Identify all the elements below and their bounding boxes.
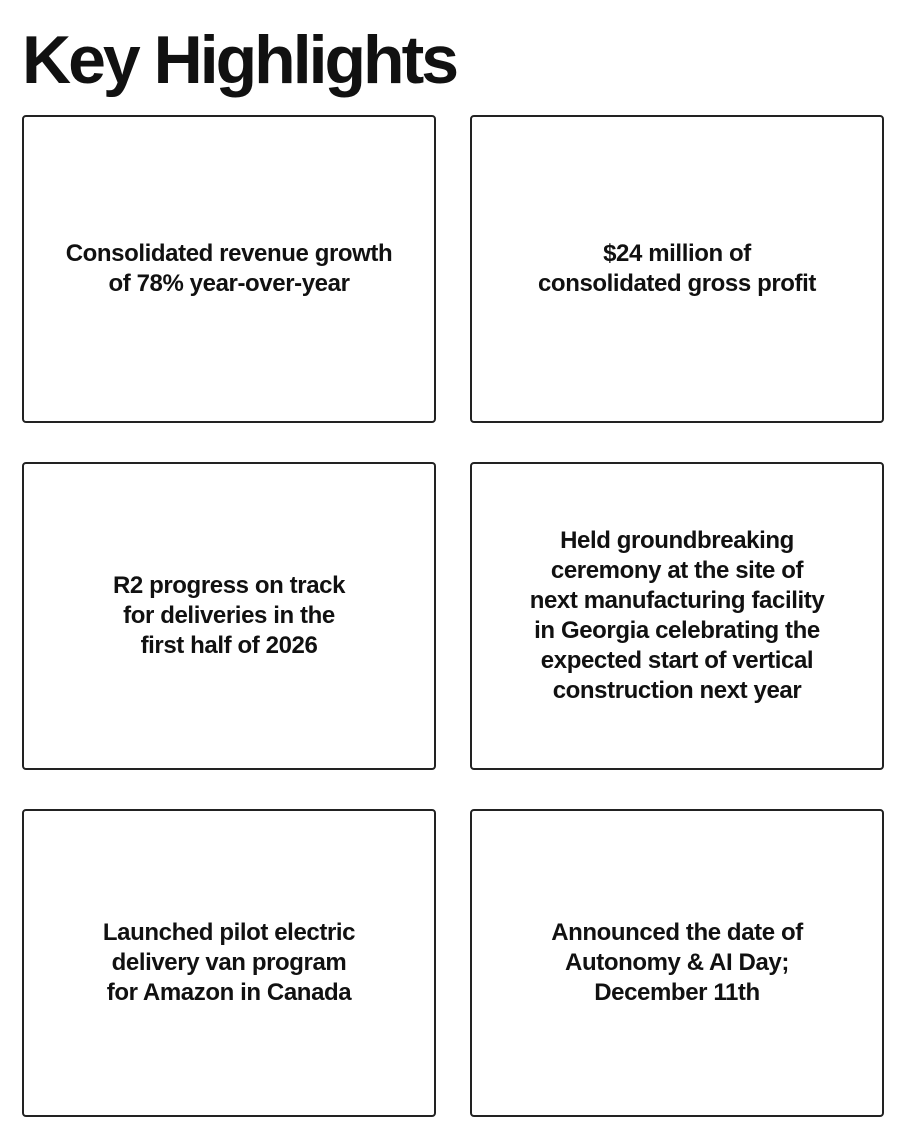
highlight-card-revenue-growth	[22, 115, 436, 423]
highlight-card-amazon-van-pilot	[22, 809, 436, 1117]
highlight-text: Consolidated revenue growth of 78% year-over-year	[65, 240, 393, 297]
highlight-text: Announced the date of Autonomy & AI Day; December 11th	[551, 919, 803, 1006]
highlight-card-gross-profit	[470, 115, 884, 423]
highlights-grid	[22, 115, 884, 1117]
highlight-text: $24 million of consolidated gross profit	[537, 240, 817, 297]
highlight-card-autonomy-ai-day	[470, 809, 884, 1117]
highlight-card-r2-progress	[22, 462, 436, 770]
page-title: Key Highlights	[22, 22, 457, 98]
highlight-text: Launched pilot electric delivery van program for Amazon in Canada	[102, 919, 356, 1006]
highlight-text: Held groundbreaking ceremony at the site of next manufacturing facility in Georgia celebrating the expected start of vertical construction next year	[529, 527, 825, 704]
highlight-card-georgia-groundbreaking	[470, 462, 884, 770]
highlight-text: R2 progress on track for deliveries in the first half of 2026	[112, 572, 346, 659]
